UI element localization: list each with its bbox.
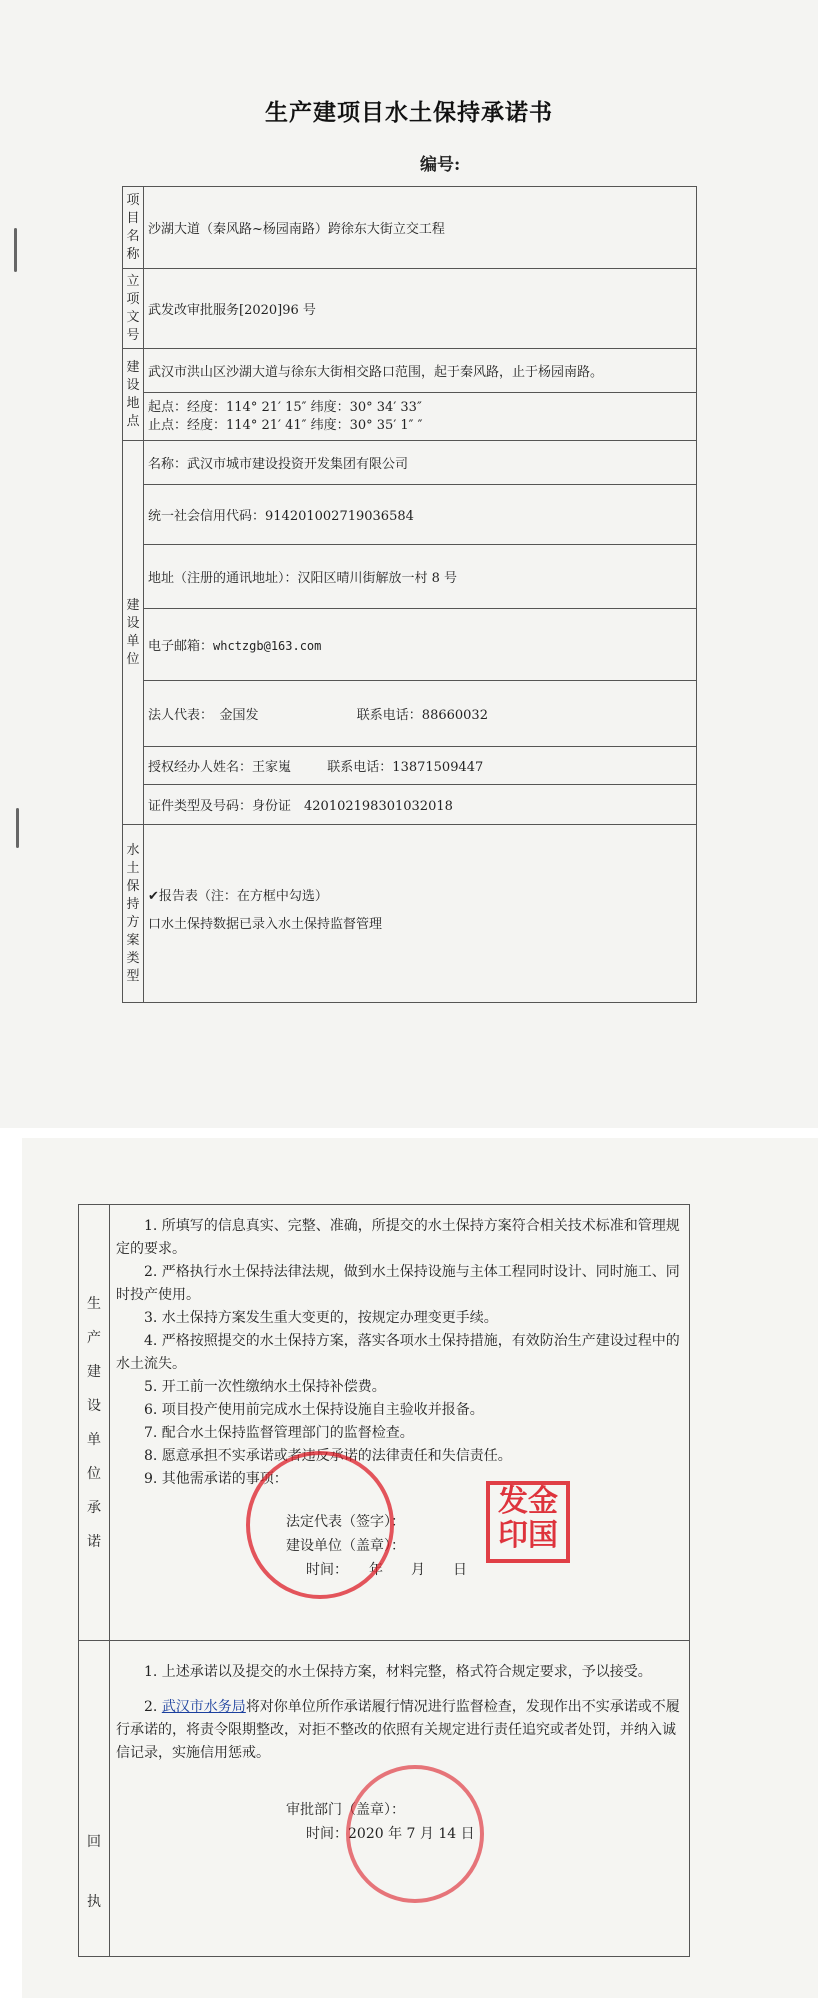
unit-email: 电子邮箱：whctzgb@163.com [144,609,697,681]
location-address: 武汉市洪山区沙湖大道与徐东大街相交路口范围，起于秦风路，止于杨园南路。 [144,349,697,393]
row-reply [79,1641,690,1957]
row-unit-credit [123,485,697,545]
plan-option-data: 口水土保持数据已录入水土保持监督管理 [148,917,383,932]
reply-content [110,1641,690,1957]
agent-name: 授权经办人姓名：王家嵬 [148,760,292,775]
header-project-name: 项 目 名 称 [123,187,144,269]
commitment-item: 6. 项目投产使用前完成水土保持设施自主验收并报备。 [144,1402,484,1418]
location-coords [144,393,697,441]
commitment-item: 5. 开工前一次性缴纳水土保持补偿费。 [144,1379,386,1395]
unit-legal [144,681,697,747]
commitment-items [110,1205,690,1641]
binding-clip-top [14,228,17,272]
row-unit-email [123,609,697,681]
approval-value: 武发改审批服务[2020]96 号 [144,269,697,349]
signature-area [116,1484,683,1621]
row-location-address [123,349,697,393]
commitment-item: 9. 其他需承诺的事项： [144,1471,288,1487]
sign-date: 时间： 年 月 日 [306,1562,467,1578]
sign-legal: 法定代表（签字）： [286,1514,405,1530]
commitment-item: 2. 严格执行水土保持法律法规，做到水土保持设施与主体工程同时设计、同时施工、同时投产使用。 [116,1264,680,1303]
commitment-item: 3. 水土保持方案发生重大变更的，按规定办理变更手续。 [144,1310,498,1326]
commitment-item: 7. 配合水土保持监督管理部门的监督检查。 [144,1425,414,1441]
project-info-table [122,186,697,1003]
approval-date: 时间：2020 年 7 月 14 日 [306,1826,475,1842]
header-reply: 回 执 [79,1641,110,1957]
row-unit-id [123,785,697,825]
header-commitments: 生 产 建 设 单 位 承 诺 [79,1205,110,1641]
header-plan-type: 水 土 保 持 方 案 类 型 [123,825,144,1003]
row-unit-name [123,441,697,485]
reply-org: 武汉市水务局 [161,1699,246,1715]
row-approval [123,269,697,349]
unit-id-card: 证件类型及号码：身份证 420102198301032018 [144,785,697,825]
header-unit: 建 设 单 位 [123,441,144,825]
plan-option-report: ✔报告表（注：在方框中勾选） [148,889,328,904]
unit-agent [144,747,697,785]
commitment-item: 4. 严格按照提交的水土保持方案，落实各项水土保持措施，有效防治生产建设过程中的水土流失。 [116,1333,680,1372]
binding-clip-bottom [16,808,19,848]
sign-unit: 建设单位（盖章）： [286,1538,405,1554]
reply-item-2: 2. 武汉市水务局将对你单位所作承诺履行情况进行监督检查，发现作出不实承诺或不履行承诺的，将责令限期整改，对拒不整改的依照有关规定进行责任追究或者处罚，并纳入诚信记录，实施信用惩戒。 [116,1699,680,1761]
unit-credit-code: 统一社会信用代码：914201002719036584 [144,485,697,545]
unit-name: 名称：武汉市城市建设投资开发集团有限公司 [144,441,697,485]
plan-type-options [144,825,697,1003]
document-title: 生产建项目水土保持承诺书 [265,99,553,126]
company-seal [246,1451,394,1599]
start-point: 起点：经度：114° 21′ 15″ 纬度：30° 34′ 33″ [148,399,422,415]
legal-phone: 联系电话：88660032 [356,708,488,723]
row-commitments [79,1205,690,1641]
approval-area [116,1765,683,1875]
end-point: 止点：经度：114° 21′ 41″ 纬度：30° 35′ 1″ ″ [148,417,423,433]
row-unit-agent [123,747,697,785]
email-value: whctzgb@163.com [213,639,322,653]
unit-address: 地址（注册的通讯地址）：汉阳区晴川街解放一村 8 号 [144,545,697,609]
row-project-name [123,187,697,269]
row-unit-legal [123,681,697,747]
commitment-item: 1. 所填写的信息真实、完整、准确，所提交的水土保持方案符合相关技术标准和管理规定的要求。 [116,1218,680,1257]
water-bureau-seal [346,1765,484,1903]
agent-phone: 联系电话：13871509447 [327,760,484,775]
row-location-coords [123,393,697,441]
project-name-value: 沙湖大道（秦风路~杨园南路）跨徐东大街立交工程 [144,187,697,269]
number-label: 编号: [420,155,461,175]
row-unit-address [123,545,697,609]
legal-rep: 法人代表： 金国发 [148,708,259,723]
commitment-item: 8. 愿意承担不实承诺或者违反承诺的法律责任和失信责任。 [144,1448,512,1464]
header-location: 建 设 地 点 [123,349,144,441]
reply-item-1: 1. 上述承诺以及提交的水土保持方案，材料完整，格式符合规定要求，予以接受。 [144,1664,652,1680]
header-approval: 立 项 文 号 [123,269,144,349]
commitment-table [78,1204,690,1957]
approval-dept: 审批部门（盖章）： [286,1802,405,1818]
legal-rep-seal: 发金印国 [486,1481,570,1563]
row-plan-type [123,825,697,1003]
